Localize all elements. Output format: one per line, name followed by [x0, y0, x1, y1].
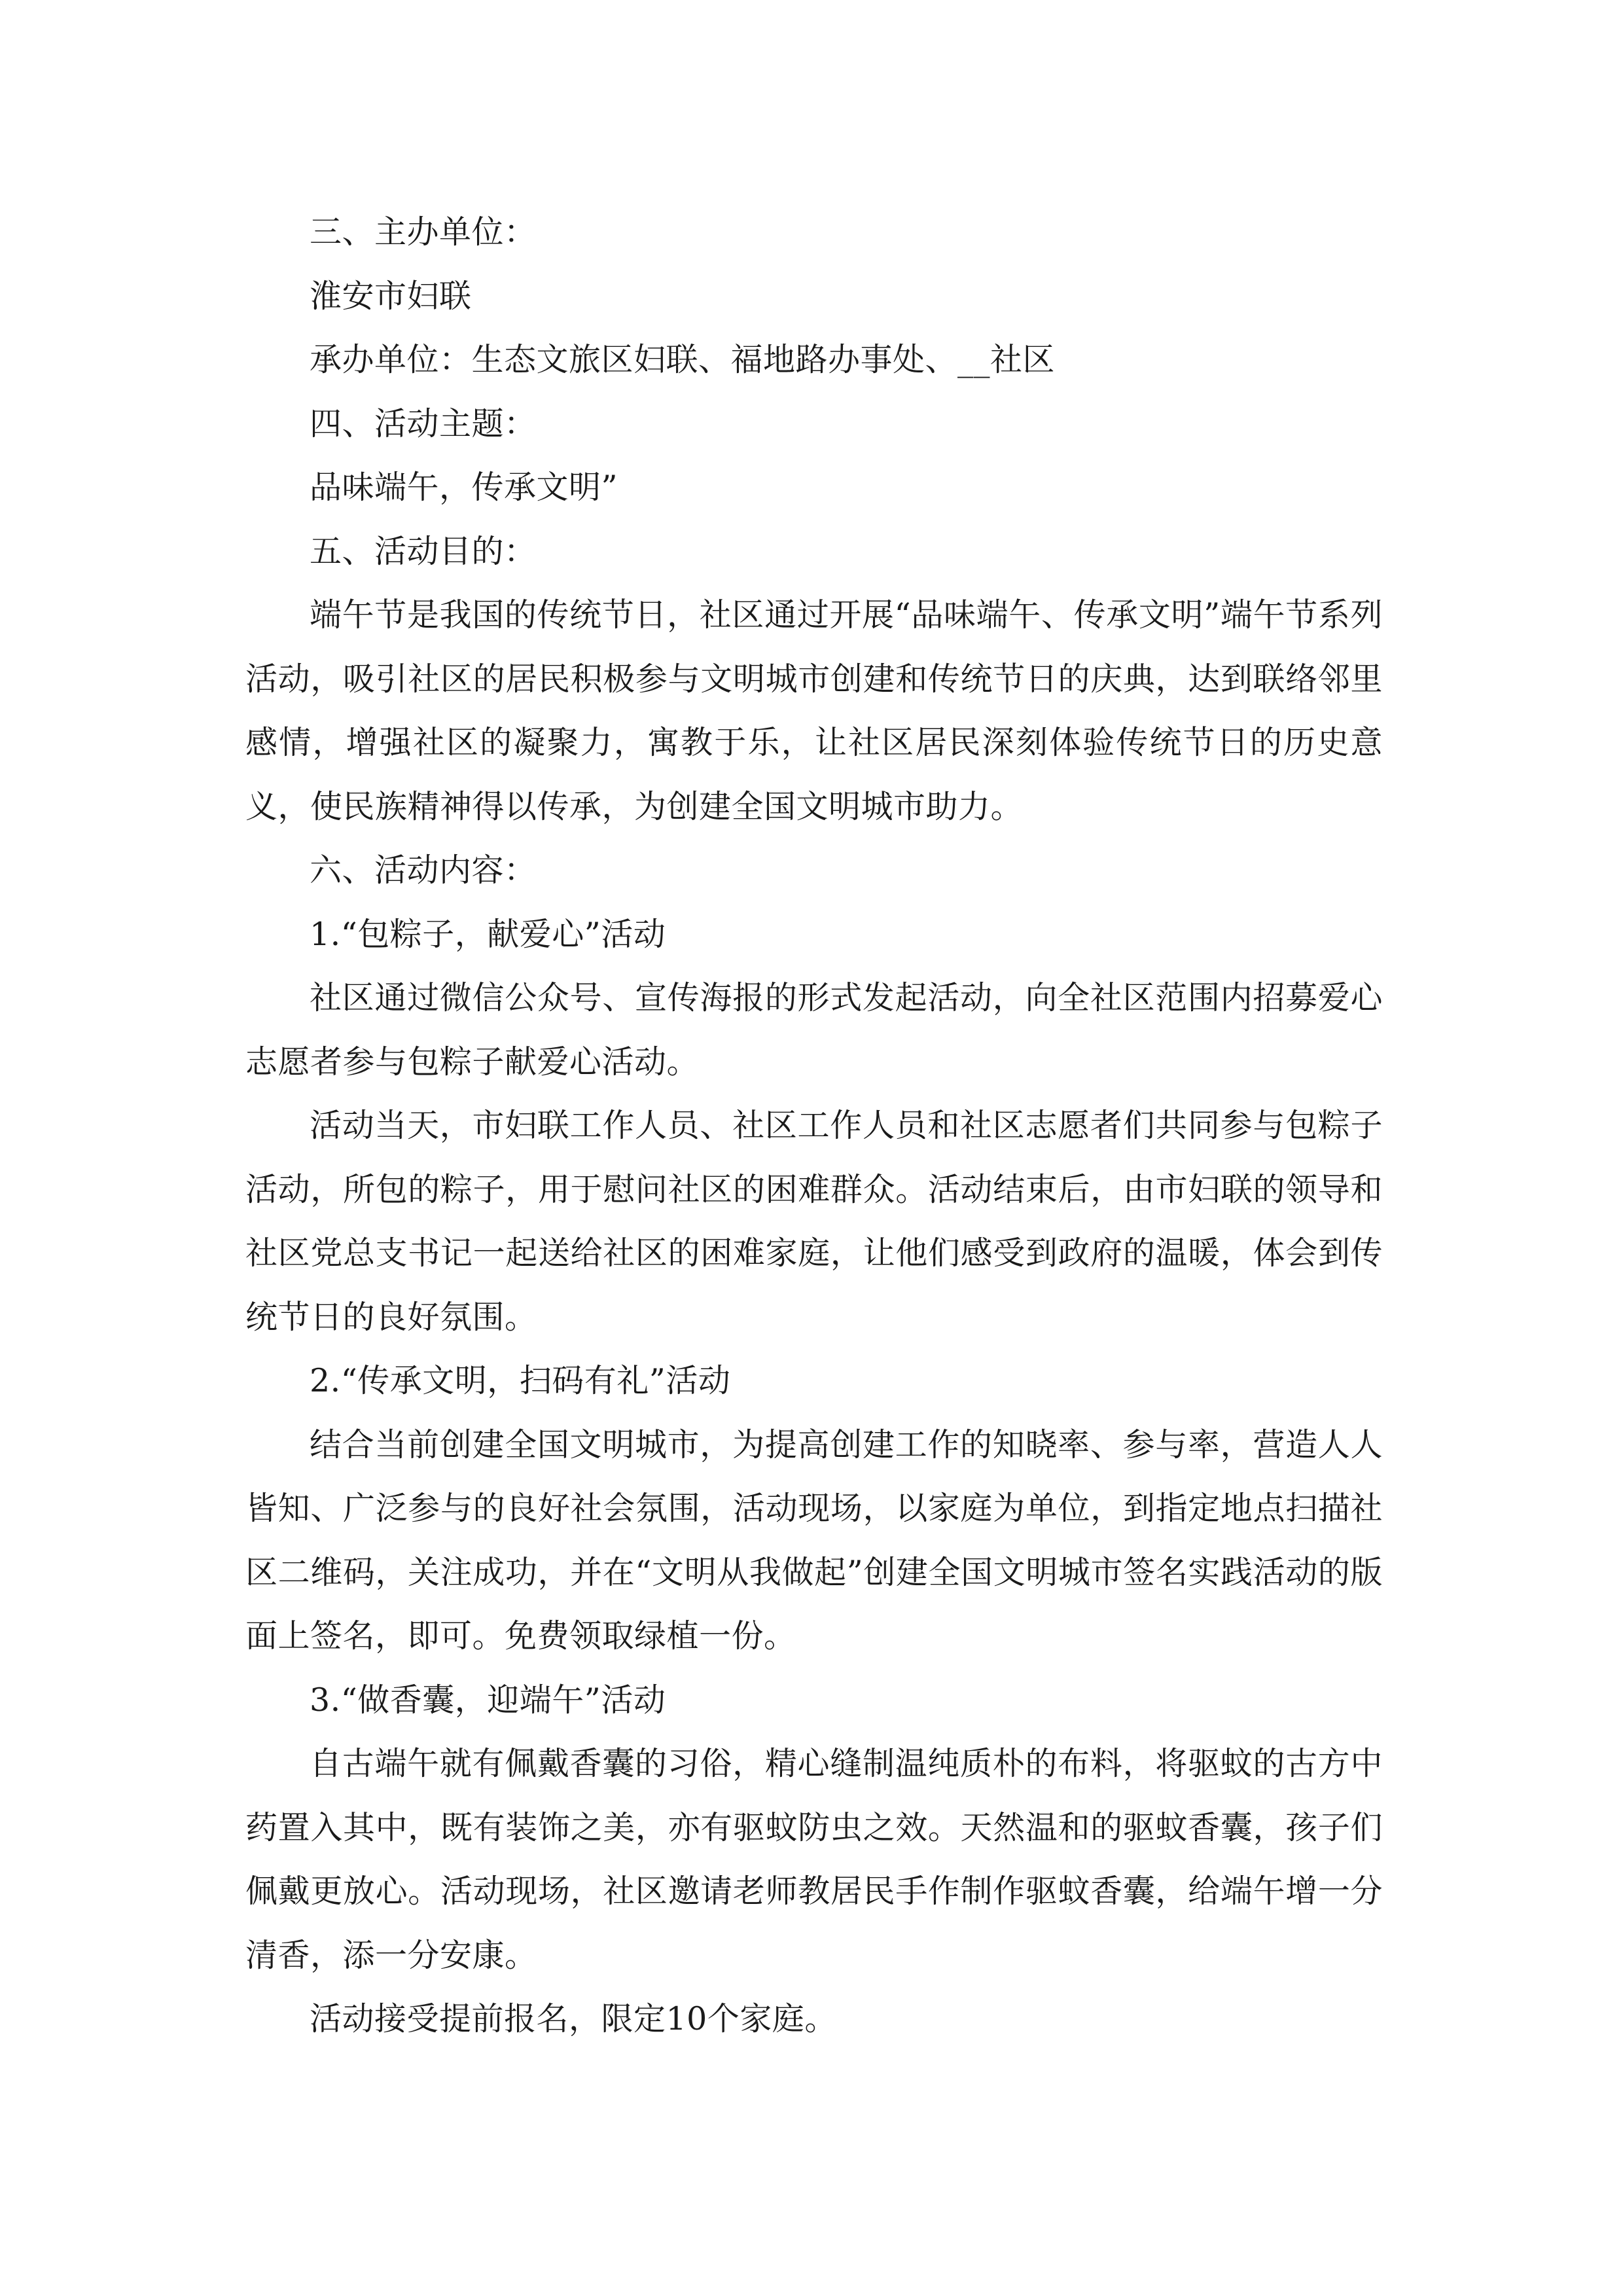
purpose-paragraph: 端午节是我国的传统节日，社区通过开展“品味端午、传承文明”端午节系列活动，吸引社区的居民积极参与文明城市创建和传统节日的庆典，达到联络邻里感情，增强社区的凝聚力，寓教于乐，让社区居民深刻体验传统节日的历史意义，使民族精神得以传承，为创建全国文明城市助力。 [245, 596, 1383, 825]
section-heading-purpose: 五、活动目的： [310, 532, 537, 570]
theme-text: 品味端午，传承文明” [310, 469, 618, 506]
activity-1-paragraph-2: 活动当天，市妇联工作人员、社区工作人员和社区志愿者们共同参与包粽子活动，所包的粽子，用于慰问社区的困难群众。活动结束后，由市妇联的领导和社区党总支书记一起送给社区的困难家庭，让他们感受到政府的温暖，体会到传统节日的良好氛围。 [245, 1107, 1383, 1336]
activity-1-heading: 1.“包粽子，献爱心”活动 [310, 915, 666, 953]
activity-2-heading: 2.“传承文明，扫码有礼”活动 [310, 1362, 731, 1399]
activity-2-paragraph: 结合当前创建全国文明城市，为提高创建工作的知晓率、参与率，营造人人皆知、广泛参与的良好社会氛围，活动现场，以家庭为单位，到指定地点扫描社区二维码，关注成功，并在“文明从我做起”创建全国文明城市签名实践活动的版面上签名，即可。免费领取绿植一份。 [245, 1426, 1383, 1655]
document-body [245, 200, 1383, 2051]
section-heading-organizer: 三、主办单位： [310, 213, 537, 251]
activity-3-heading: 3.“做香囊，迎端午”活动 [310, 1681, 666, 1719]
section-heading-content: 六、活动内容： [310, 852, 537, 889]
co-organizer-line: 承办单位：生态文旅区妇联、福地路办事处、__社区 [310, 341, 1056, 378]
activity-3-paragraph: 自古端午就有佩戴香囊的习俗，精心缝制温纯质朴的布料，将驱蚊的古方中药置入其中，既有装饰之美，亦有驱蚊防虫之效。天然温和的驱蚊香囊，孩子们佩戴更放心。活动现场，社区邀请老师教居民手作制作驱蚊香囊，给端午增一分清香，添一分安康。 [245, 1745, 1383, 1974]
organizer-name: 淮安市妇联 [310, 277, 472, 315]
section-heading-theme: 四、活动主题： [310, 404, 537, 442]
registration-note: 活动接受提前报名，限定10个家庭。 [310, 2000, 837, 2037]
activity-1-paragraph-1: 社区通过微信公众号、宣传海报的形式发起活动，向全社区范围内招募爱心志愿者参与包粽子献爱心活动。 [245, 979, 1383, 1081]
